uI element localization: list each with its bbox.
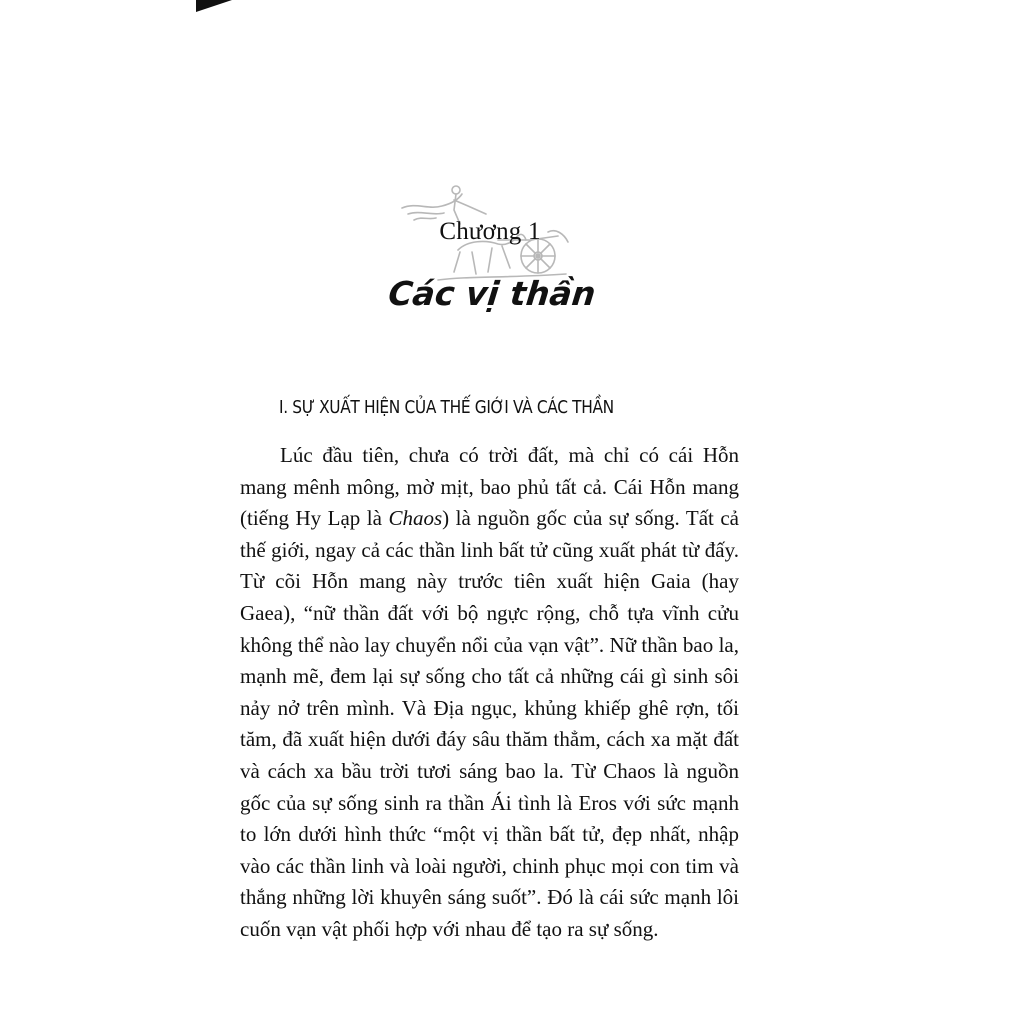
paragraph-emphasis-chaos: Chaos bbox=[388, 506, 443, 531]
paragraph-text-part1: Lúc đầu tiên, chưa có trời đất, mà chỉ có cái Hỗn mang mênh mông, mờ mịt, bao phủ tất cả. Cái Hỗn mang (tiếng Hy Lạp là bbox=[240, 443, 739, 531]
paragraph-text-part2: ) là nguồn gốc của sự sống. Tất cả thế giới, ngay cả các thần linh bất tử cũng xuất phát từ đấy. Từ cõi Hỗn mang này trước tiên xuất hiện Gaia (hay Gaea), “nữ thần đất với bộ ngực rộng, chỗ tựa vĩnh cửu không thể nào lay chuyển nổi của vạn vật”. Nữ thần bao la, mạnh mẽ, đem lại sự sống cho tất cả những cái gì sinh sôi nảy nở trên mình. Và Địa ngục, khủng khiếp ghê rợn, tối tăm, đã xuất hiện dưới đáy sâu thăm thẳm, cách xa mặt đất và cách xa bầu trời tươi sáng bao la. Từ Chaos là nguồn gốc của sự sống sinh ra thần Ái tình là Eros với sức mạnh to lớn dưới hình thức “một vị thần bất tử, đẹp nhất, nhập vào các thần linh và loài người, chinh phục mọi con tim và thắng những lời khuyên sáng suốt”. Đó là cái sức mạnh lôi cuốn vạn vật phối hợp với nhau để tạo ra sự sống. bbox=[240, 506, 739, 941]
section-heading: I. SỰ XUẤT HIỆN CỦA THẾ GIỚI VÀ CÁC THẦN bbox=[279, 398, 614, 418]
chapter-title: Các vị thần bbox=[386, 274, 598, 313]
body-paragraph bbox=[240, 440, 739, 946]
chapter-number: Chương 1 bbox=[439, 218, 541, 245]
